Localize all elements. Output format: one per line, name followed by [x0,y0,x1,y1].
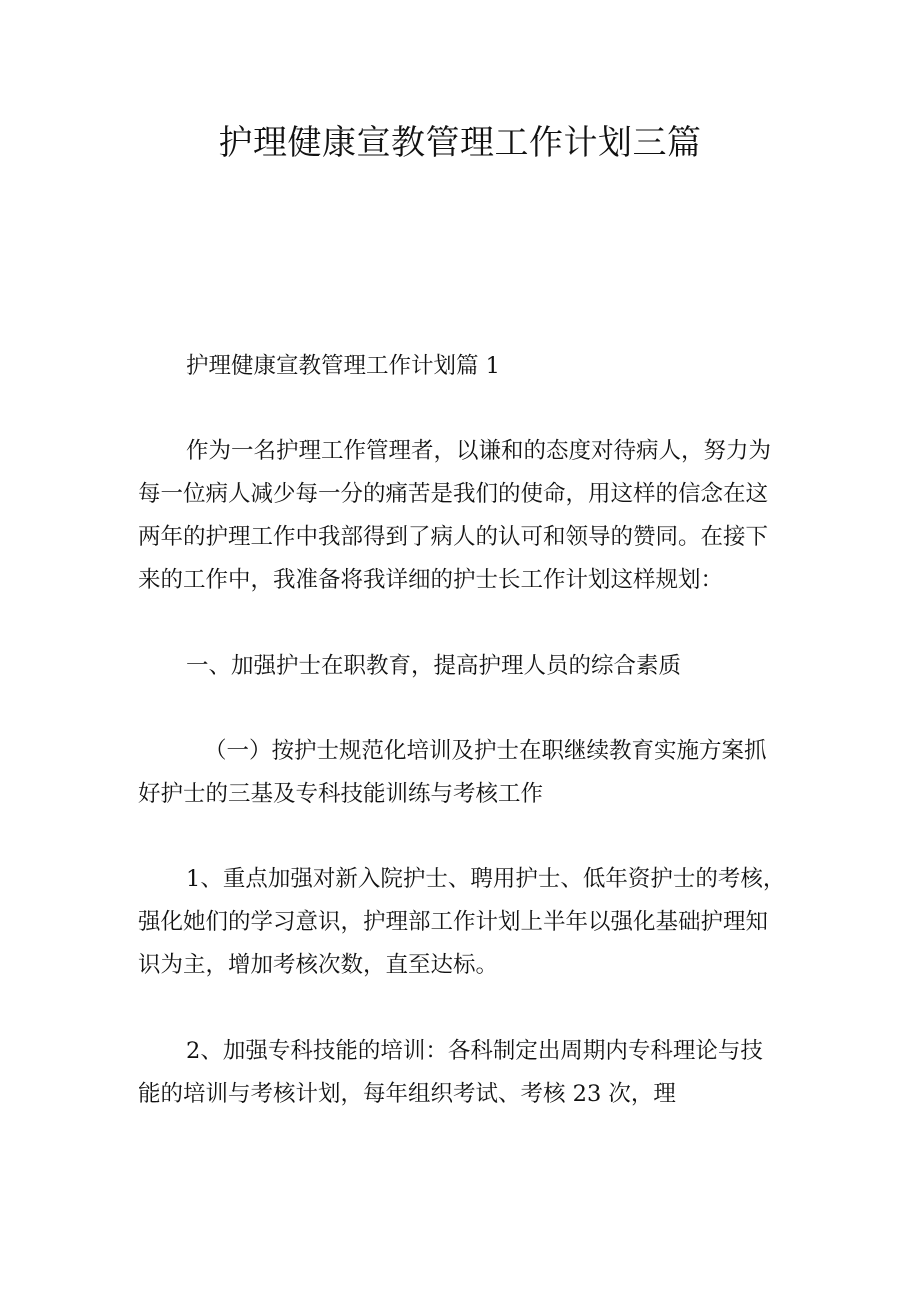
text-line: 作为一名护理工作管理者，以谦和的态度对待病人，努力为 [186,438,772,464]
text-line: （一）按护士规范化培训及护士在职继续教育实施方案抓 [204,738,767,764]
text-line: 1、重点加强对新入院护士、聘用护士、低年资护士的考核， [186,866,786,892]
text-line: 识为主，增加考核次数，直至达标。 [138,952,499,978]
text-line: 强化她们的学习意识，护理部工作计划上半年以强化基础护理知 [138,909,769,935]
text-line: 能的培训与考核计划，每年组织考试、考核 23 次，理 [138,1081,676,1107]
text-line: 好护士的三基及专科技能训练与考核工作 [138,781,544,807]
text-line: 两年的护理工作中我部得到了病人的认可和领导的赞同。在接下 [138,524,769,550]
document-title: 护理健康宣教管理工作计划三篇 [218,123,702,163]
section-heading [138,345,788,388]
text-line: 2、加强专科技能的培训：各科制定出周期内专科理论与技 [186,1038,763,1064]
item-two-paragraph [138,1030,788,1116]
point-one-heading [138,645,788,688]
item-one-paragraph [138,858,788,987]
sub-point-one [138,730,788,816]
text-line: 每一位病人减少每一分的痛苦是我们的使命，用这样的信念在这 [138,481,769,507]
section-heading-text: 护理健康宣教管理工作计划篇 1 [186,353,500,379]
text-line: 来的工作中，我准备将我详细的护士长工作计划这样规划： [138,567,724,593]
intro-paragraph [138,430,788,602]
text-line: 一、加强护士在职教育，提高护理人员的综合素质 [186,653,682,679]
